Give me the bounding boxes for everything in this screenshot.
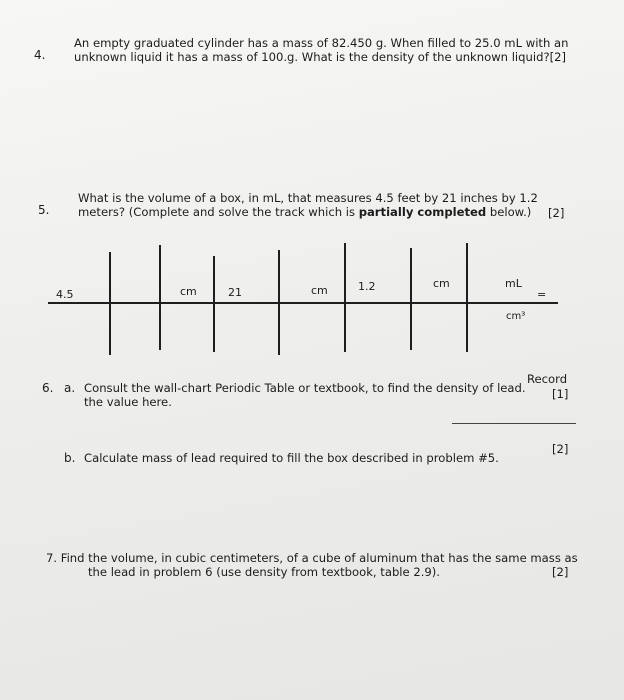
- question-4-line-1: An empty graduated cylinder has a mass of 82.450 g. When filled to 25.0 mL with an: [74, 36, 569, 50]
- track-unit-cm-1: cm: [180, 285, 197, 298]
- question-5-bold-text: partially completed: [358, 205, 487, 219]
- question-5-line-2-start: meters? (Complete and solve the track which is: [78, 205, 359, 219]
- question-6a-label: a.: [64, 381, 76, 395]
- track-unit-ml: mL: [505, 277, 522, 290]
- track-unit-cm-2: cm: [311, 284, 328, 297]
- question-6a-line-1: Consult the wall-chart Periodic Table or textbook, to find the density of lead.: [84, 381, 526, 395]
- track-value-21: 21: [228, 286, 242, 299]
- question-6b-label: b.: [64, 451, 76, 465]
- question-7-points: [2]: [552, 565, 569, 579]
- question-6a-line-2: the value here.: [84, 395, 172, 409]
- track-value-1-2: 1.2: [358, 280, 376, 293]
- question-7-line-2: the lead in problem 6 (use density from textbook, table 2.9).: [88, 565, 440, 579]
- question-7-line-1: 7. Find the volume, in cubic centimeters, of a cube of aluminum that has the same mass as: [46, 551, 578, 565]
- question-6b-text: Calculate mass of lead required to fill the box described in problem #5.: [84, 451, 499, 465]
- question-5-number: 5.: [38, 203, 50, 217]
- question-6b-points: [2]: [552, 442, 569, 456]
- question-5-points: [2]: [548, 206, 565, 220]
- question-6-number: 6.: [42, 381, 54, 395]
- question-5-line-1: What is the volume of a box, in mL, that measures 4.5 feet by 21 inches by 1.2: [78, 191, 538, 205]
- question-5-line-2-end: below.): [486, 205, 532, 219]
- track-start-value: 4.5: [56, 288, 74, 301]
- question-6a-points: [1]: [552, 387, 569, 401]
- question-4-number: 4.: [34, 48, 46, 62]
- question-4-line-2: unknown liquid it has a mass of 100.g. What is the density of the unknown liquid?[2]: [74, 50, 567, 64]
- track-unit-cm-3: cm: [433, 277, 450, 290]
- question-6a-record: Record: [527, 372, 568, 386]
- track-unit-cm-cubed: cm³: [506, 311, 526, 322]
- question-6a-answer-line[interactable]: [452, 423, 576, 424]
- track-equals-sign: =: [537, 288, 547, 301]
